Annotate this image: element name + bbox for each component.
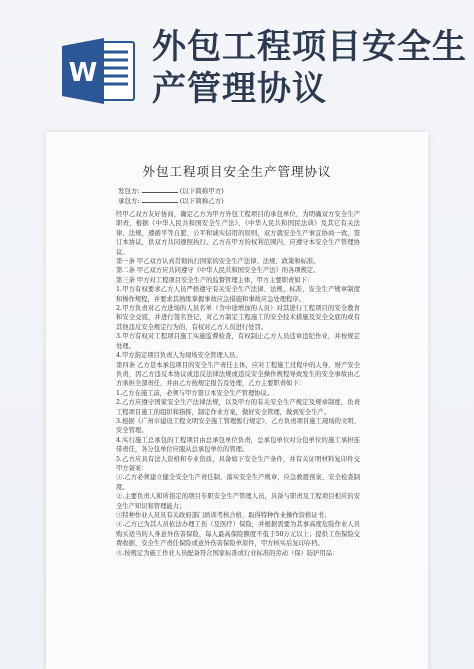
document-paragraph: 4.实行施工总承包的工程项目由总承包单位负责，总承包单位对分包单位的施工承担连带责任，各分包单位应服从总承包单位的管理。 [116,436,360,454]
document-paragraph: 经甲乙双方友好协商，确定乙方为甲方外包工程项目的承包单位，为明确双方安全生产职责，根据《中华人民共和国安全生产法》、《中华人民共和国民法典》及其它有关法律、法规，遵循平等自愿、公平和诚实信用的原则，双方就安全生产事宜协商一致，签订本协议，供双方共同遵照执行。乙方在甲方的权利范围内，应遵守本安全生产管理协议。 [116,211,360,256]
document-paragraph: 第三条 甲方对工程项目安全生产的监督管理主体，甲方主要职责如下： [116,276,314,284]
document-title: 外包工程项目安全生产管理协议 [142,164,332,179]
document-page [46,132,428,669]
document-paragraph: 2.乙方应遵守国家安全生产法律法规，以及甲方的有关安全生产规定及规章制度，负责工程项目施工的组织和指挥，制定作业方案，做好安全管理，做到安全生产。 [116,399,360,416]
document-paragraph: 2.甲方负责对乙方进场的人员名单（含中途增加的人员）对其进行工程项目的安全教育和安全交底，并进行签名登记，对乙方制定工程施工的安全技术措施及安全交底的或有其他违反安全规定行为的，有权对乙方人员进行处罚。 [116,305,360,331]
party-a-line [118,186,224,195]
party-b-line [118,196,224,205]
document-paragraph: 1.乙方在施工前，必须与甲方签订本安全生产管理协议。 [116,389,274,397]
party-b-blank [142,196,178,203]
document-body [116,210,360,558]
document-paragraph: 1.甲方有权要求乙方人员严格遵守有关安全生产法律、法规、标准，安全生产规章制度和操作规程，并要求其熟练掌握事故应急措施和事故应急处理程序。 [116,286,360,303]
party-a-label: 发包方: [118,187,140,195]
page-title: 外包工程项目安全生产管理协议 [152,27,467,109]
document-paragraph: 3.甲方有权对工程项目施工实施监督检查，有权制止乙方人员违章违纪作业，并按规定处理。 [116,333,360,350]
document-paragraph: ⑤.按规定为施工作业人员配备符合国家标准或行业标准的劳动（保）防护用品： [116,549,339,557]
document-paragraph: ④.乙方已为其人员依法办理工伤（及医疗）保险，并根据需要为其事高度危险作业人员购买适当的人身意外伤害保险，每人最高保险额度不低于50万元以上；提供工伤保险交费收据、安全生产责任保险或意外伤害保险单原件，甲方核实后复印存档。 [116,521,360,548]
document-paragraph: 第二条 甲乙双方应共同遵守《中华人民共和国安全生产法》的各项规定。 [116,267,320,275]
party-b-note: (以下简称乙方) [179,197,224,205]
party-a-blank [142,186,178,193]
document-paragraph: 4.甲方指定项目负责人为现场安全管理人员。 [116,352,242,360]
party-a-note: (以下简称甲方) [179,187,224,195]
document-paragraph: ③特种作业人员具有关政府部门培训考核合格，取得特种作业操作资格证书； [116,512,331,519]
document-paragraph: ①.乙方必须建立健全安全生产责任制，落实安全生产规章，应急救援预案、安全检查制度。 [116,474,360,491]
header-banner [0,0,474,118]
document-paragraph: 第四条 乙方是本承包项目的安全生产责任主体，应对工程施工过程中的人身、财产安全负责，因乙方违反本协议或违反法律法规或违反安全操作规程导致发生的安全事故由乙方承担全部责任，并由乙方按规定报告及处理，乙方主要职责如下： [116,361,360,388]
party-b-label: 承包方: [118,197,140,205]
document-paragraph: 3.根据《广州市建设工程文明安全施工管理暂行规定》，乙方负责项目施工现场的文明、安全管理。 [116,417,360,435]
svg-text:W: W [68,58,98,88]
document-paragraph: 第一条 甲乙双方认真贯彻执行国家的安全生产法律、法规、政策和标准。 [116,258,320,266]
document-paragraph: ②.主要负责人和所指定的项目专职安全生产管理人员，具备与职责及工程项目相应的安全生产知识和管理能力； [116,493,360,510]
document-paragraph: 5.乙方应具有法人资格和专业资质，具备如下安全生产条件，并有关证明材料复印件交甲方备案： [116,455,360,472]
word-document-icon [60,36,138,106]
